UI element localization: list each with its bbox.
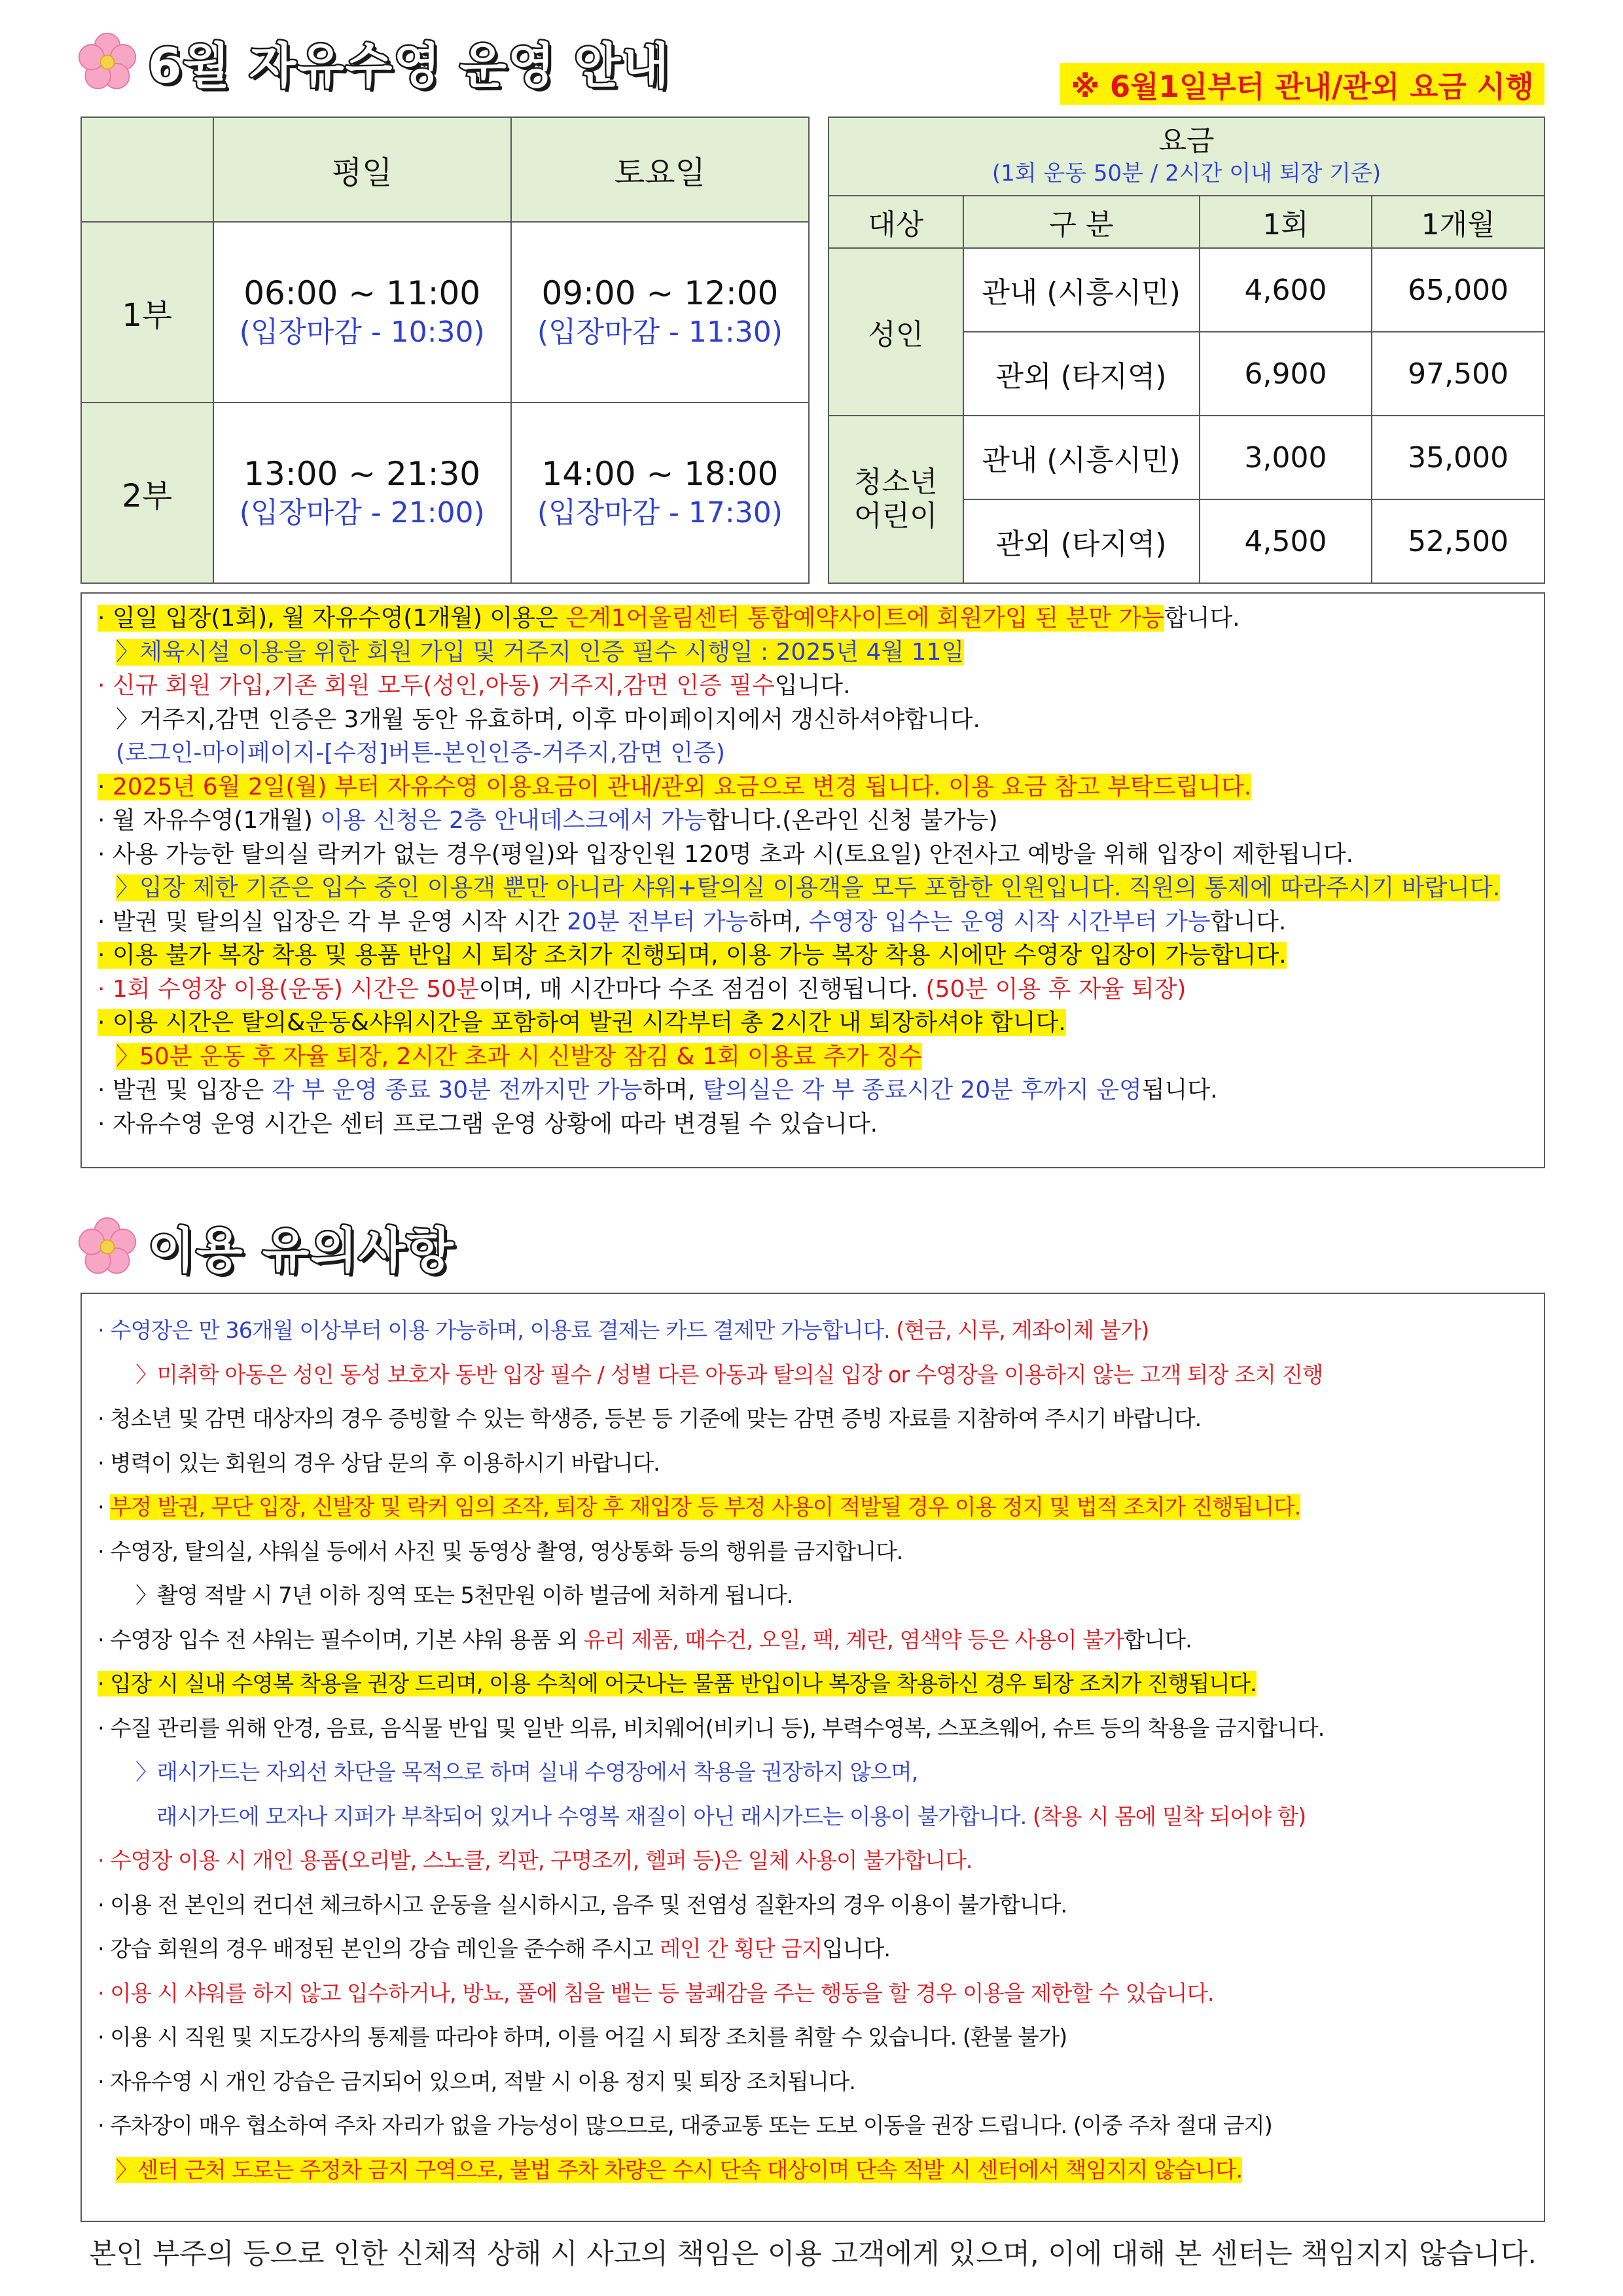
note-line bbox=[98, 838, 1533, 872]
note-segment: · 월 자유수영(1개월) bbox=[98, 807, 321, 834]
note-segment: 은계1어울림센터 통합예약사이트에 회원가입 된 분만 가능 bbox=[565, 605, 1164, 632]
note-segment: (착용 시 몸에 밀착 되어야 함) bbox=[1032, 1803, 1306, 1829]
note-segment: 각 부 운영 종료 30분 전까지만 가능 bbox=[271, 1077, 643, 1103]
fee-single: 4,600 bbox=[1200, 248, 1372, 332]
part-label: 2부 bbox=[81, 403, 213, 583]
fee-monthly: 35,000 bbox=[1372, 416, 1544, 499]
entry-deadline: (입장마감 - 10:30) bbox=[239, 315, 485, 349]
note-line bbox=[98, 804, 1533, 838]
note-line bbox=[98, 2060, 1533, 2104]
note-line bbox=[98, 2104, 1533, 2148]
note-line bbox=[98, 1040, 1533, 1074]
note-segment: 〉센터 근처 도로는 주정차 금지 구역으로, 불법 주차 차량은 수시 단속 대상이며 단속 적발 시 센터에서 책임지지 않습니다. bbox=[116, 2157, 1243, 2183]
note-segment: 이며, 매 시간마다 수조 점검이 진행됩니다. bbox=[478, 975, 926, 1003]
note-line bbox=[98, 703, 1533, 737]
note-segment: · 수영장, 탈의실, 샤워실 등에서 사진 및 동영상 촬영, 영상통화 등의 행위를 금지합니다. bbox=[98, 1538, 903, 1564]
note-segment: · 청소년 및 감면 대상자의 경우 증빙할 수 있는 학생증, 등본 등 기준에 맞는 감면 증빙 자료를 지참하여 주시기 바랍니다. bbox=[98, 1406, 1202, 1431]
saturday-time-cell bbox=[511, 222, 809, 403]
note-segment: · 병력이 있는 회원의 경우 상담 문의 후 이용하시기 바랍니다. bbox=[98, 1450, 660, 1476]
weekday-time-cell bbox=[213, 222, 511, 403]
weekday-time-cell bbox=[213, 403, 511, 583]
fee-target-cell: 성인 bbox=[829, 248, 963, 416]
note-line bbox=[98, 1795, 1533, 1839]
note-line bbox=[98, 1750, 1533, 1795]
note-segment: · bbox=[98, 773, 113, 800]
saturday-time-cell bbox=[511, 403, 809, 583]
note-segment: · 발권 및 입장은 bbox=[98, 1077, 272, 1103]
note-segment: 입니다. bbox=[822, 1936, 891, 1962]
fee-col-target: 대상 bbox=[829, 196, 963, 248]
note-segment: 〉체육시설 이용을 위한 회원 가입 및 거주지 인증 필수 시행일 : 2025년 4월 11일 bbox=[116, 638, 965, 666]
fee-title: 요금 bbox=[1158, 124, 1215, 158]
note-segment: · 1회 수영장 이용(운동) 시간은 50분 bbox=[98, 975, 479, 1003]
note-line bbox=[98, 736, 1533, 770]
fee-title-cell bbox=[829, 117, 1544, 196]
entry-deadline: (입장마감 - 17:30) bbox=[537, 496, 783, 529]
note-segment: · 수영장 이용 시 개인 용품(오리발, 스노클, 킥판, 구명조끼, 헬퍼 등)은 일체 사용이 불가합니다. bbox=[98, 1848, 972, 1873]
note-line bbox=[98, 1485, 1533, 1530]
note-line bbox=[98, 1006, 1533, 1040]
time-range: 13:00 ~ 21:30 bbox=[243, 455, 481, 493]
note-segment: 합니다. bbox=[1124, 1626, 1192, 1653]
note-line bbox=[98, 1706, 1533, 1751]
note-segment: 〉입장 제한 기준은 입수 중인 이용객 뿐만 아니라 샤워+탈의실 이용객을 모두 포함한 인원입니다. 직원의 통제에 따라주시기 바랍니다. bbox=[116, 874, 1501, 901]
note-segment: · 이용 전 본인의 컨디션 체크하시고 운동을 실시하시고, 음주 및 전염성 질환자의 경우 이용이 불가합니다. bbox=[98, 1892, 1067, 1918]
note-segment: 〉래시가드는 자외선 차단을 목적으로 하며 실내 수영장에서 착용을 권장하지 않으며, bbox=[135, 1759, 918, 1785]
schedule-header-row bbox=[81, 117, 809, 222]
note-segment: (현금, 시루, 계좌이체 불가) bbox=[896, 1318, 1149, 1343]
section-title: 6월 자유수영 운영 안내 bbox=[148, 38, 671, 94]
note-line bbox=[98, 1308, 1533, 1353]
note-segment: · 사용 가능한 탈의실 락커가 없는 경우(평일)와 입장인원 120명 초과 시(토요일) 안전사고 예방을 위해 입장이 제한됩니다. bbox=[98, 840, 1354, 868]
flower-icon bbox=[76, 31, 139, 94]
liability-footer: 본인 부주의 등으로 인한 신체적 상해 시 사고의 책임은 이용 고객에게 있으며, 이에 대해 본 센터는 책임지지 않습니다. bbox=[89, 2238, 1537, 2270]
time-range: 06:00 ~ 11:00 bbox=[243, 274, 481, 312]
fee-row bbox=[829, 416, 1544, 499]
fee-col-single: 1회 bbox=[1200, 196, 1372, 248]
note-segment: · 수영장 입수 전 샤워는 필수이며, 기본 샤워 용품 외 bbox=[98, 1626, 584, 1653]
note-segment: · 수영장은 만 36개월 이상부터 이용 가능하며, 이용료 결제는 카드 결제만 가능합니다. bbox=[98, 1318, 897, 1343]
note-segment: 20분 전부터 가능 bbox=[567, 908, 749, 935]
fee-subtitle: (1회 운동 50분 / 2시간 이내 퇴장 기준) bbox=[991, 160, 1382, 187]
schedule-row bbox=[81, 222, 809, 403]
note-line bbox=[98, 1927, 1533, 1971]
fee-monthly: 65,000 bbox=[1372, 248, 1544, 332]
note-segment: · 수질 관리를 위해 안경, 음료, 음식물 반입 및 일반 의류, 비치웨어(비키니 등), 부력수영복, 스포츠웨어, 슈트 등의 착용을 금지합니다. bbox=[98, 1715, 1325, 1741]
fee-single: 4,500 bbox=[1200, 499, 1372, 583]
note-line bbox=[98, 1397, 1533, 1441]
time-range: 14:00 ~ 18:00 bbox=[541, 455, 779, 493]
note-line bbox=[98, 871, 1533, 905]
fee-single: 3,000 bbox=[1200, 416, 1372, 499]
fee-target-cell: 청소년 어린이 bbox=[829, 416, 963, 583]
note-segment: 합니다.(온라인 신청 불가능) bbox=[706, 807, 998, 834]
note-line bbox=[98, 1073, 1533, 1107]
fee-type: 관내 (시흥시민) bbox=[963, 416, 1200, 499]
note-segment: · 이용 불가 복장 착용 및 용품 반입 시 퇴장 조치가 진행되며, 이용 가능 복장 착용 시에만 수영장 입장이 가능합니다. bbox=[98, 942, 1287, 969]
note-line bbox=[98, 636, 1533, 670]
note-line bbox=[98, 939, 1533, 973]
note-segment: · 주차장이 매우 협소하여 주차 자리가 없을 가능성이 많으므로, 대중교통 또는 도보 이동을 권장 드립니다. (이중 주차 절대 금지) bbox=[98, 2113, 1272, 2138]
note-line bbox=[98, 1662, 1533, 1706]
note-line bbox=[98, 1573, 1533, 1618]
fee-type: 관외 (타지역) bbox=[963, 332, 1200, 416]
schedule-row bbox=[81, 403, 809, 583]
note-segment: 이용 신청은 2층 안내데스크에서 가능 bbox=[320, 807, 707, 834]
note-segment: 〉촬영 적발 시 7년 이하 징역 또는 5천만원 이하 벌금에 처하게 됩니다. bbox=[135, 1583, 793, 1608]
fee-header-row bbox=[829, 196, 1544, 248]
cautions-box bbox=[80, 1293, 1545, 2222]
note-line bbox=[98, 669, 1533, 703]
note-segment: 됩니다. bbox=[1141, 1077, 1218, 1103]
schedule-table bbox=[80, 117, 810, 584]
fee-type: 관내 (시흥시민) bbox=[963, 248, 1200, 332]
note-segment: · 강습 회원의 경우 배정된 본인의 강습 레인을 준수해 주시고 bbox=[98, 1936, 660, 1962]
note-segment: · 자유수영 시 개인 강습은 금지되어 있으며, 적발 시 이용 정지 및 퇴장 조치됩니다. bbox=[98, 2068, 855, 2094]
note-line bbox=[98, 601, 1533, 636]
note-segment: · 이용 시간은 탈의&운동&샤워시간을 포함하여 발권 시각부터 총 2시간 내 퇴장하셔야 합니다. bbox=[98, 1009, 1066, 1036]
part-label: 1부 bbox=[81, 222, 213, 403]
note-line bbox=[98, 1618, 1533, 1662]
fee-col-type: 구 분 bbox=[963, 196, 1200, 248]
section-title-row bbox=[76, 27, 670, 97]
note-segment: 합니다. bbox=[1164, 605, 1240, 632]
time-range: 09:00 ~ 12:00 bbox=[541, 274, 779, 312]
entry-deadline: (입장마감 - 11:30) bbox=[537, 315, 783, 349]
section-title-row bbox=[76, 1212, 455, 1282]
note-line bbox=[98, 905, 1533, 939]
fee-table bbox=[828, 117, 1545, 584]
entry-deadline: (입장마감 - 21:00) bbox=[239, 496, 485, 529]
note-segment: 하며, bbox=[642, 1077, 703, 1103]
note-line bbox=[98, 2015, 1533, 2060]
operation-notes-box bbox=[80, 592, 1545, 1168]
note-segment: · 발권 및 탈의실 입장은 각 부 운영 시작 시간 bbox=[98, 908, 567, 935]
note-segment: 하며, bbox=[748, 908, 809, 935]
note-segment: 수영장 입수는 운영 시작 시간부터 가능 bbox=[808, 908, 1211, 935]
section-title: 이용 유의사항 bbox=[148, 1223, 455, 1279]
note-line bbox=[98, 1441, 1533, 1486]
note-line bbox=[98, 2148, 1533, 2193]
note-line bbox=[98, 973, 1533, 1007]
schedule-header-saturday: 토요일 bbox=[511, 117, 809, 222]
schedule-corner-cell bbox=[81, 117, 213, 222]
note-segment: 입니다. bbox=[774, 672, 851, 699]
note-segment: 탈의실은 각 부 종료시간 20분 후까지 운영 bbox=[702, 1077, 1142, 1103]
note-line bbox=[98, 1839, 1533, 1883]
note-line bbox=[98, 1353, 1533, 1397]
fee-type: 관외 (타지역) bbox=[963, 499, 1200, 583]
flower-icon bbox=[76, 1215, 139, 1278]
fee-notice-banner: ※ 6월1일부터 관내/관외 요금 시행 bbox=[1060, 63, 1544, 105]
note-segment: 〉거주지,감면 인증은 3개월 동안 유효하며, 이후 마이페이지에서 갱신하셔야합니다. bbox=[116, 706, 980, 733]
note-line bbox=[98, 1530, 1533, 1574]
note-segment: 유리 제품, 때수건, 오일, 팩, 계란, 염색약 등은 사용이 불가 bbox=[584, 1626, 1124, 1653]
note-line bbox=[98, 770, 1533, 804]
fee-single: 6,900 bbox=[1200, 332, 1372, 416]
note-line bbox=[98, 1971, 1533, 2016]
note-segment: · 신규 회원 가입,기존 회원 모두(성인,아동) 거주지,감면 인증 필수 bbox=[98, 672, 775, 699]
note-segment: 합니다. bbox=[1210, 908, 1287, 935]
note-segment: (로그인-마이페이지-[수정]버튼-본인인증-거주지,감면 인증) bbox=[116, 740, 725, 766]
note-segment: · 이용 시 직원 및 지도강사의 통제를 따라야 하며, 이를 어길 시 퇴장 조치를 취할 수 있습니다. (환불 불가) bbox=[98, 2024, 1067, 2050]
note-segment: · 일일 입장(1회), 월 자유수영(1개월) 이용은 bbox=[98, 605, 566, 632]
fee-title-row bbox=[829, 117, 1544, 196]
note-line bbox=[98, 1883, 1533, 1928]
fee-monthly: 97,500 bbox=[1372, 332, 1544, 416]
note-segment: 2025년 6월 2일(월) 부터 자유수영 이용요금이 관내/관외 요금으로 변경 됩니다. 이용 요금 참고 부탁드립니다. bbox=[112, 773, 1252, 800]
note-segment: 〉50분 운동 후 자율 퇴장, 2시간 초과 시 신발장 잠김 & 1회 이용료 추가 징수 bbox=[116, 1043, 922, 1070]
fee-monthly: 52,500 bbox=[1372, 499, 1544, 583]
schedule-header-weekday: 평일 bbox=[213, 117, 511, 222]
note-segment: (50분 이용 후 자율 퇴장) bbox=[925, 975, 1186, 1003]
note-line bbox=[98, 1107, 1533, 1141]
note-segment: · 이용 시 샤워를 하지 않고 입수하거나, 방뇨, 풀에 침을 뱉는 등 불쾌감을 주는 행동을 할 경우 이용을 제한할 수 있습니다. bbox=[98, 1980, 1214, 2006]
fee-col-monthly: 1개월 bbox=[1372, 196, 1544, 248]
fee-row bbox=[829, 248, 1544, 332]
note-segment: 부정 발권, 무단 입장, 신발장 및 락커 임의 조작, 퇴장 후 재입장 등 부정 사용이 적발될 경우 이용 정지 및 법적 조치가 진행됩니다. bbox=[110, 1494, 1301, 1520]
note-segment: · 자유수영 운영 시간은 센터 프로그램 운영 상황에 따라 변경될 수 있습니다. bbox=[98, 1110, 878, 1138]
note-segment: · 입장 시 실내 수영복 착용을 권장 드리며, 이용 수칙에 어긋나는 물품 반입이나 복장을 착용하신 경우 퇴장 조치가 진행됩니다. bbox=[98, 1671, 1257, 1696]
note-segment: 래시가드에 모자나 지퍼가 부착되어 있거나 수영복 재질이 아닌 래시가드는 이용이 불가합니다. bbox=[156, 1803, 1033, 1829]
note-segment: 〉미취학 아동은 성인 동성 보호자 동반 입장 필수 / 성별 다른 아동과 탈의실 입장 or 수영장을 이용하지 않는 고객 퇴장 조치 진행 bbox=[135, 1361, 1323, 1388]
note-segment: · bbox=[98, 1494, 111, 1520]
note-segment: 레인 간 횡단 금지 bbox=[659, 1936, 823, 1962]
